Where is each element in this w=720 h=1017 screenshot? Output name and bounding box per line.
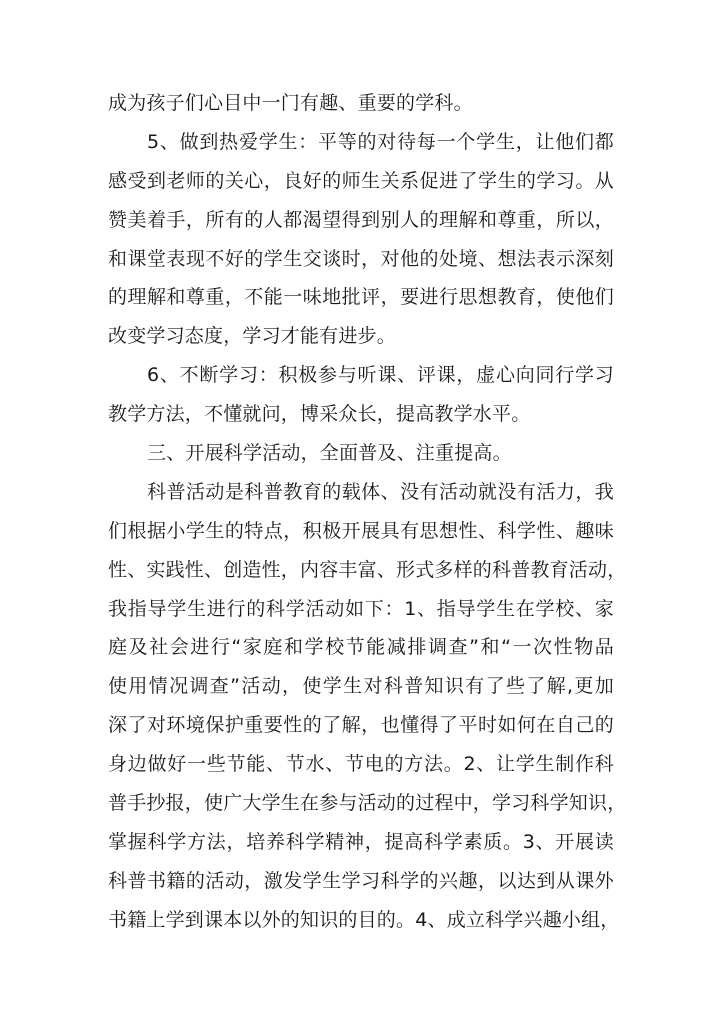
text-line: 我指导学生进行的科学活动如下：1、指导学生在学校、家	[108, 597, 614, 620]
text-line: 深了对环境保护重要性的了解，也懂得了平时如何在自己的	[108, 714, 614, 737]
text-line: 科普活动是科普教育的载体、没有活动就没有活力，我	[147, 480, 614, 503]
text-line: 普手抄报，使广大学生在参与活动的过程中，学习科学知识，	[108, 792, 627, 815]
text-line: 科普书籍的活动，激发学生学习科学的兴趣，以达到从课外	[108, 869, 614, 892]
text-line: 感受到老师的关心，良好的师生关系促进了学生的学习。从	[108, 169, 614, 192]
text-line: 赞美着手，所有的人都渴望得到别人的理解和尊重，所以，	[108, 208, 614, 231]
text-line: 和课堂表现不好的学生交谈时，对他的处境、想法表示深刻	[108, 247, 614, 270]
document-page	[108, 84, 627, 940]
text-line: 成为孩子们心目中一门有趣、重要的学科。	[108, 92, 473, 114]
text-line: 性、实践性、创造性，内容丰富、形式多样的科普教育活动，	[108, 558, 627, 581]
text-line: 的理解和尊重，不能一味地批评，要进行思想教育，使他们	[108, 286, 614, 309]
text-line: 使用情况调查”活动，使学生对科普知识有了些了解,更加	[108, 675, 614, 698]
text-line: 5、做到热爱学生：平等的对待每一个学生，让他们都	[147, 130, 614, 153]
text-line: 三、开展科学活动，全面普及、注重提高。	[147, 442, 512, 465]
text-line: 改变学习态度，学习才能有进步。	[108, 325, 397, 348]
text-line: 们根据小学生的特点，积极开展具有思想性、科学性、趣味	[108, 519, 614, 542]
text-line: 掌握科学方法，培养科学精神，提高科学素质。3、开展读	[108, 830, 614, 853]
text-line: 书籍上学到课本以外的知识的目的。4、成立科学兴趣小组，	[108, 908, 620, 931]
text-line: 身边做好一些节能、节水、节电的方法。2、让学生制作科	[108, 753, 614, 776]
text-line: 教学方法，不懂就问，博采众长，提高教学水平。	[108, 403, 531, 426]
text-line: 6、不断学习：积极参与听课、评课，虚心向同行学习	[147, 364, 614, 387]
text-line: 庭及社会进行“家庭和学校节能减排调查”和“一次性物品	[108, 636, 614, 659]
